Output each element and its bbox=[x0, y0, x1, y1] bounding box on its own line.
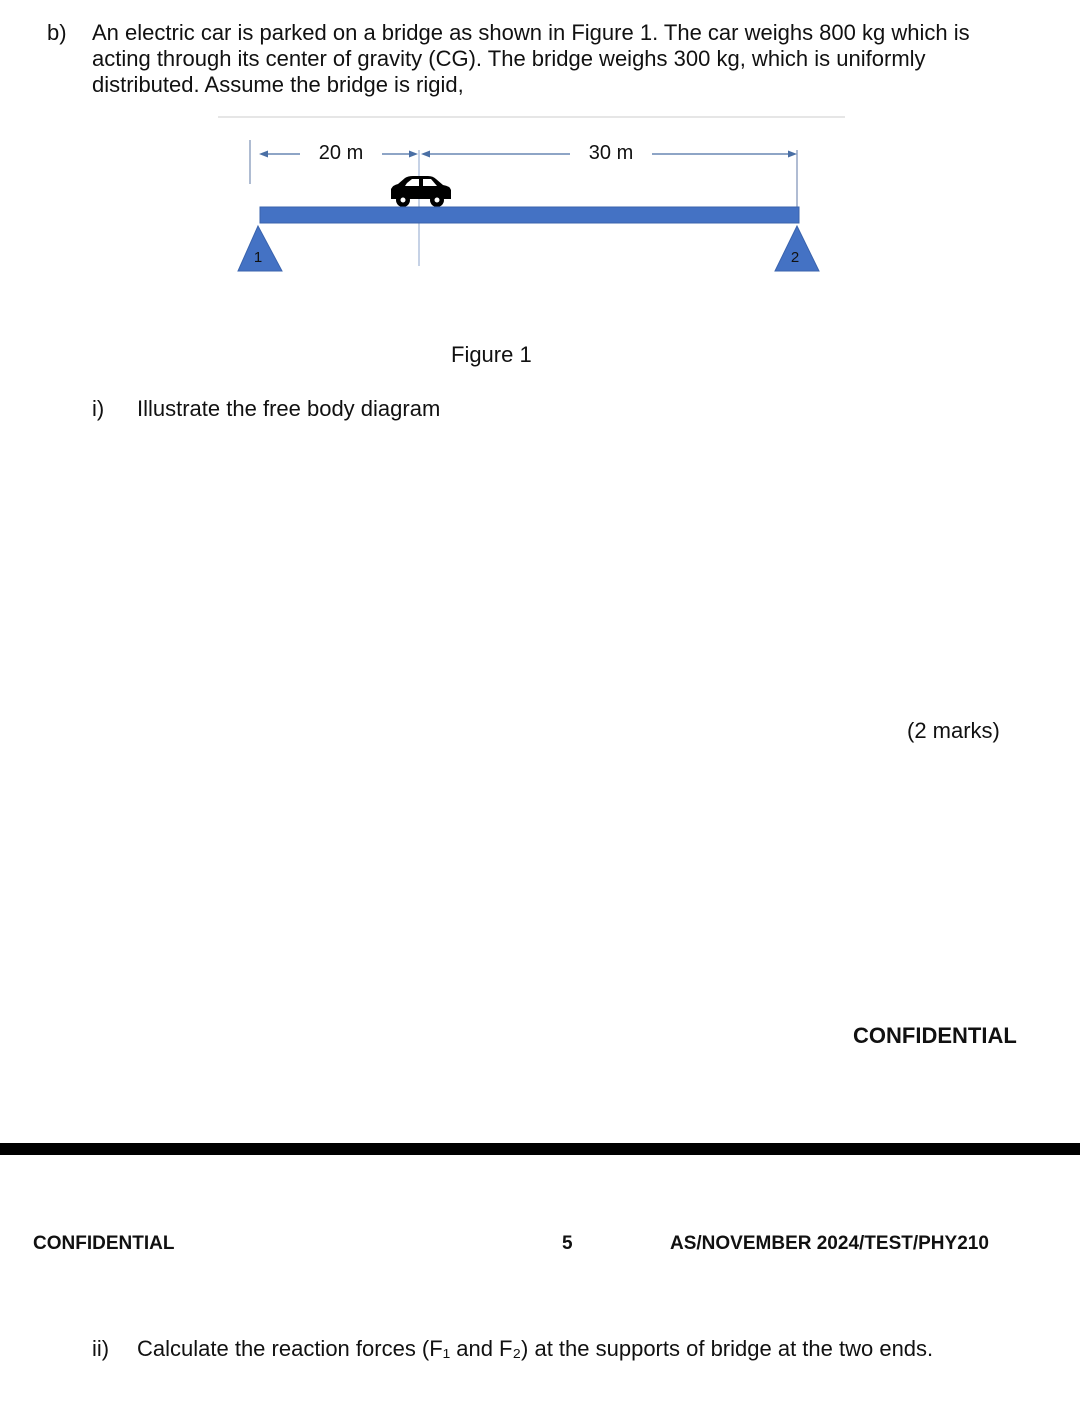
page-divider bbox=[0, 1143, 1080, 1155]
dim-label-20: 20 m bbox=[318, 142, 364, 164]
footer-course-code: AS/NOVEMBER 2024/TEST/PHY210 bbox=[670, 1233, 989, 1254]
question-b-label: b) bbox=[47, 20, 67, 45]
dim-arrow-30-end bbox=[788, 151, 797, 158]
dim-arrow-left bbox=[259, 151, 268, 158]
confidential-label: CONFIDENTIAL bbox=[853, 1023, 1017, 1048]
car-icon bbox=[391, 176, 451, 207]
footer-confidential: CONFIDENTIAL bbox=[33, 1233, 175, 1254]
bridge-beam bbox=[260, 207, 799, 223]
footer-page-number: 5 bbox=[562, 1233, 573, 1254]
figure-caption: Figure 1 bbox=[451, 342, 532, 367]
support-1-label: 1 bbox=[253, 249, 263, 266]
part-i-marks: (2 marks) bbox=[907, 718, 1000, 743]
part-i-label: i) bbox=[92, 396, 105, 421]
dim-label-30: 30 m bbox=[588, 142, 634, 164]
support-2-label: 2 bbox=[790, 249, 800, 266]
bridge-figure bbox=[0, 110, 1080, 310]
dim-arrow-20-end bbox=[409, 151, 418, 158]
part-ii-text: Calculate the reaction forces (F₁ and F₂) at the supports of bridge at the two ends. bbox=[137, 1336, 934, 1361]
question-b-text: An electric car is parked on a bridge as shown in Figure 1. The car weighs 800 kg which is acting through its center of gravity (CG). The bridge weighs 300 kg, which is uniformly distributed. Assume the bridge is rigid, bbox=[92, 20, 970, 97]
part-ii-label: ii) bbox=[92, 1336, 110, 1361]
part-i-text: Illustrate the free body diagram bbox=[137, 396, 441, 421]
